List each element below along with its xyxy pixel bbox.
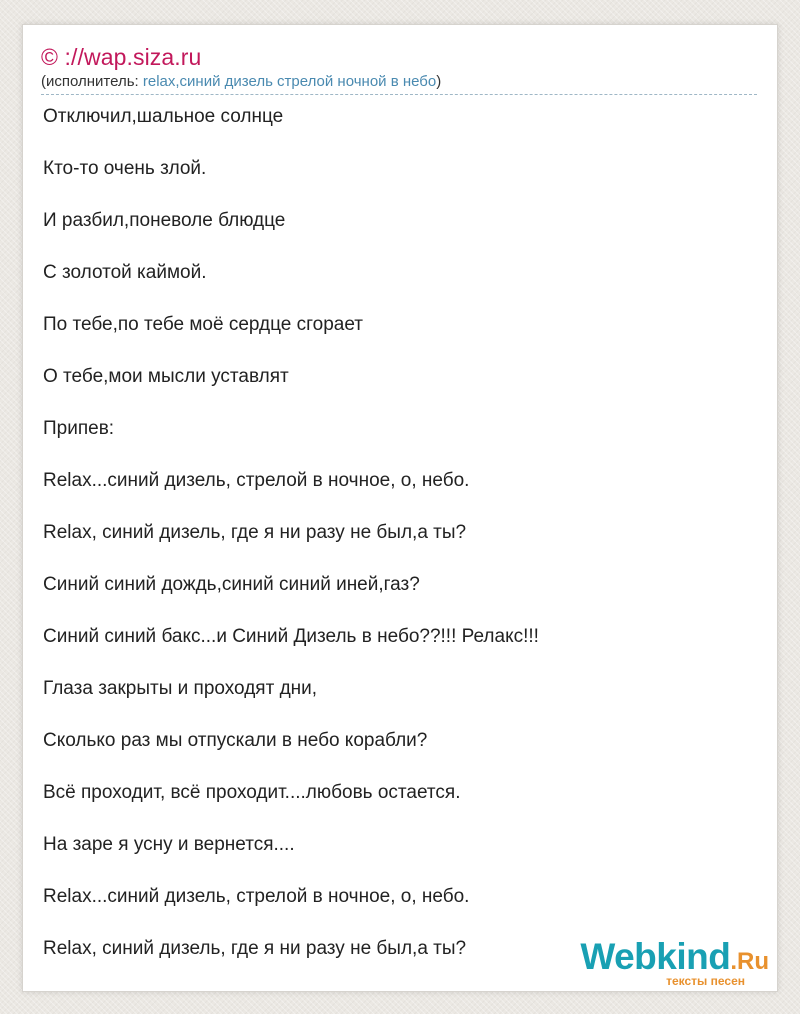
lyric-line: Глаза закрыты и проходят дни, [43, 678, 318, 699]
site-link[interactable]: © ://wap.siza.ru [41, 44, 202, 70]
lyric-line: Сколько раз мы отпускали в небо корабли? [43, 730, 428, 751]
lyric-line: Relax, синий дизель, где я ни разу не был,а ты? [43, 522, 467, 543]
lyric-line: Кто-то очень злой. [43, 158, 207, 179]
artist-link[interactable]: relax,синий дизель стрелой ночной в небо [142, 73, 437, 90]
chorus-label: Припев: [43, 418, 115, 439]
lyric-line: С золотой каймой. [43, 262, 207, 283]
lyric-line: И разбил,поневоле блюдце [43, 210, 286, 231]
lyric-line: Синий синий дождь,синий синий иней,газ? [43, 574, 420, 595]
lyric-line: О тебе,мои мысли уставлят [43, 366, 289, 387]
artist-prefix: (исполнитель: [41, 73, 143, 90]
brand-tagline: тексты песен [666, 974, 745, 988]
lyric-line: Relax...синий дизель, стрелой в ночное, о, небо. [43, 470, 470, 491]
lyric-line: Relax, синий дизель, где я ни разу не был,а ты? [43, 938, 467, 959]
brand-tld: .Ru [730, 948, 769, 975]
brand-name: Webkind [580, 936, 731, 977]
site-header [41, 43, 757, 95]
lyrics-card [22, 24, 778, 992]
artist-line [41, 73, 757, 95]
lyric-line: По тебе,по тебе моё сердце сгорает [43, 314, 363, 335]
lyric-line: На заре я усну и вернется.... [43, 834, 295, 855]
lyric-line: Синий синий бакс...и Синий Дизель в небо??!!! Релакс!!! [43, 626, 539, 647]
lyric-line: Relax...синий дизель, стрелой в ночное, о, небо. [43, 886, 470, 907]
lyrics-body [43, 103, 757, 987]
brand-logo[interactable] [569, 937, 769, 987]
lyric-line: Отключил,шальное солнце [43, 106, 284, 127]
artist-suffix: ) [436, 73, 442, 90]
lyric-line: Всё проходит, всё проходит....любовь остается. [43, 782, 461, 803]
